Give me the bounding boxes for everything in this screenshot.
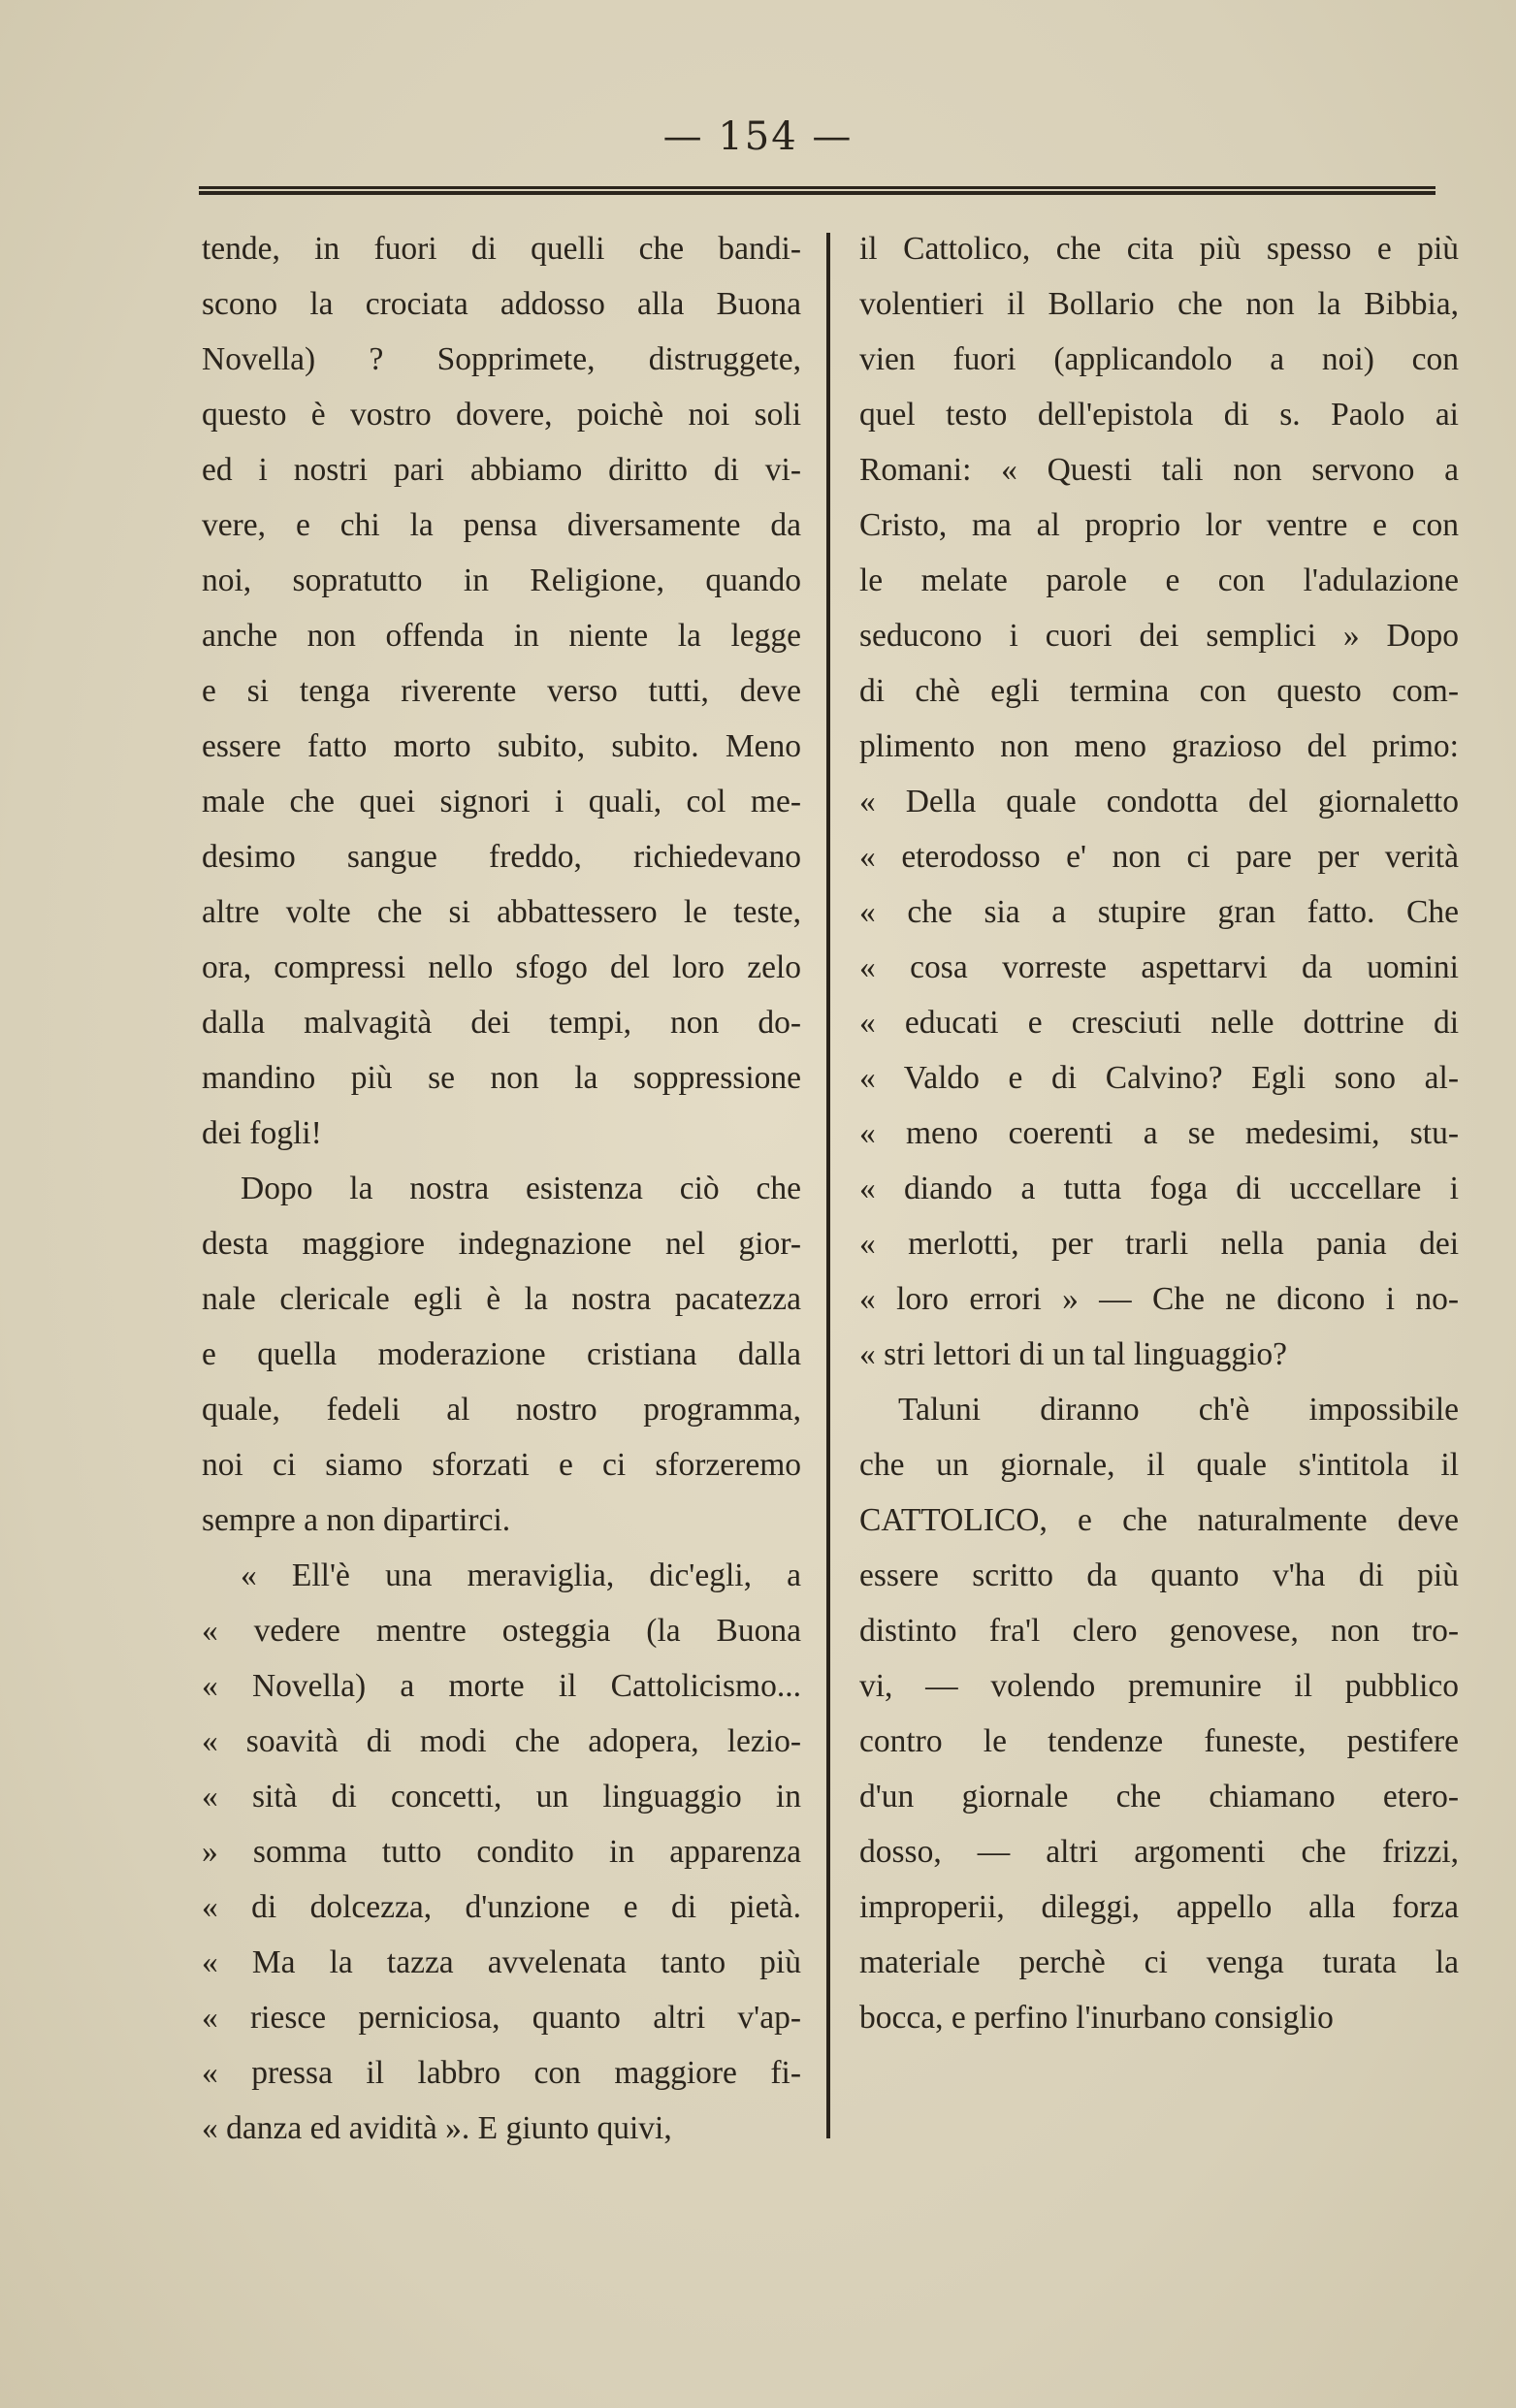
text-line: « educati e cresciuti nelle dottrine di [859, 1005, 1459, 1041]
column-divider [826, 233, 830, 2138]
text-line: dosso, — altri argomenti che frizzi, [859, 1834, 1459, 1870]
text-line: dei fogli! [202, 1115, 322, 1151]
text-line: mandino più se non la soppressione [202, 1060, 801, 1096]
text-line: « che sia a stupire gran fatto. Che [859, 894, 1459, 930]
text-line: contro le tendenze funeste, pestifere [859, 1723, 1459, 1759]
text-line: « danza ed avidità ». E giunto quivi, [202, 2110, 672, 2146]
header-rule [199, 186, 1435, 195]
text-line: vi, — volendo premunire il pubblico [859, 1668, 1459, 1704]
text-line: il Cattolico, che cita più spesso e più [859, 231, 1459, 267]
text-line: e quella moderazione cristiana dalla [202, 1336, 801, 1372]
text-line: « riesce perniciosa, quanto altri v'ap- [202, 2000, 801, 2036]
text-line: « Novella) a morte il Cattolicismo... [202, 1668, 801, 1704]
text-line: vien fuori (applicandolo a noi) con [859, 341, 1459, 377]
text-line: tende, in fuori di quelli che bandi- [202, 231, 801, 267]
text-line: « cosa vorreste aspettarvi da uomini [859, 949, 1459, 985]
right-column [859, 221, 1459, 2045]
text-line: vere, e chi la pensa diversamente da [202, 507, 801, 543]
text-line: seducono i cuori dei semplici » Dopo [859, 618, 1459, 654]
text-line: Romani: « Questi tali non servono a [859, 452, 1459, 488]
text-line: quel testo dell'epistola di s. Paolo ai [859, 397, 1459, 433]
text-line: materiale perchè ci venga turata la [859, 1944, 1459, 1980]
text-line: » somma tutto condito in apparenza [202, 1834, 801, 1870]
text-line: « meno coerenti a se medesimi, stu- [859, 1115, 1459, 1151]
text-line: « vedere mentre osteggia (la Buona [202, 1613, 801, 1649]
text-line: « Valdo e di Calvino? Egli sono al- [859, 1060, 1459, 1096]
text-line: ed i nostri pari abbiamo diritto di vi- [202, 452, 801, 488]
text-line: « loro errori » — Che ne dicono i no- [859, 1281, 1459, 1317]
text-line: « Della quale condotta del giornaletto [859, 784, 1459, 819]
text-line: questo è vostro dovere, poichè noi soli [202, 397, 801, 433]
text-line: Cristo, ma al proprio lor ventre e con [859, 507, 1459, 543]
text-line: « eterodosso e' non ci pare per verità [859, 839, 1459, 875]
text-line: « Ell'è una meraviglia, dic'egli, a [241, 1557, 801, 1593]
text-line: di chè egli termina con questo com- [859, 673, 1459, 709]
text-line: distinto fra'l clero genovese, non tro- [859, 1613, 1459, 1649]
text-line: e si tenga riverente verso tutti, deve [202, 673, 801, 709]
text-line: desta maggiore indegnazione nel gior- [202, 1226, 801, 1262]
text-line: « Ma la tazza avvelenata tanto più [202, 1944, 801, 1980]
text-line: sempre a non dipartirci. [202, 1502, 511, 1538]
text-line: desimo sangue freddo, richiedevano [202, 839, 801, 875]
text-line: Dopo la nostra esistenza ciò che [241, 1171, 801, 1206]
text-line: Novella) ? Sopprimete, distruggete, [202, 341, 801, 377]
text-line: le melate parole e con l'adulazione [859, 562, 1459, 598]
text-line: noi ci siamo sforzati e ci sforzeremo [202, 1447, 801, 1483]
text-line: « diando a tutta foga di ucccellare i [859, 1171, 1459, 1206]
page-number: — 154 — [662, 114, 854, 159]
text-line: dalla malvagità dei tempi, non do- [202, 1005, 801, 1041]
text-line: « merlotti, per trarli nella pania dei [859, 1226, 1459, 1262]
text-line: bocca, e perfino l'inurbano consiglio [859, 2000, 1334, 2036]
text-line: ora, compressi nello sfogo del loro zelo [202, 949, 801, 985]
text-line: d'un giornale che chiamano etero- [859, 1779, 1459, 1814]
text-line: volentieri il Bollario che non la Bibbia, [859, 286, 1459, 322]
text-line: « soavità di modi che adopera, lezio- [202, 1723, 801, 1759]
text-line: CATTOLICO, e che naturalmente deve [859, 1502, 1459, 1538]
text-line: « stri lettori di un tal linguaggio? [859, 1336, 1288, 1372]
text-line: essere scritto da quanto v'ha di più [859, 1557, 1459, 1593]
text-line: nale clericale egli è la nostra pacatezza [202, 1281, 801, 1317]
text-line: anche non offenda in niente la legge [202, 618, 801, 654]
text-line: « pressa il labbro con maggiore fi- [202, 2055, 801, 2091]
left-column [202, 221, 801, 2156]
text-line: quale, fedeli al nostro programma, [202, 1392, 801, 1428]
text-line: « sità di concetti, un linguaggio in [202, 1779, 801, 1814]
text-line: scono la crociata addosso alla Buona [202, 286, 801, 322]
text-line: altre volte che si abbattessero le teste, [202, 894, 801, 930]
text-line: improperii, dileggi, appello alla forza [859, 1889, 1459, 1925]
text-line: che un giornale, il quale s'intitola il [859, 1447, 1459, 1483]
text-line: plimento non meno grazioso del primo: [859, 728, 1459, 764]
text-line: « di dolcezza, d'unzione e di pietà. [202, 1889, 801, 1925]
text-line: Taluni diranno ch'è impossibile [898, 1392, 1459, 1428]
text-line: essere fatto morto subito, subito. Meno [202, 728, 801, 764]
text-line: noi, sopratutto in Religione, quando [202, 562, 801, 598]
text-line: male che quei signori i quali, col me- [202, 784, 801, 819]
